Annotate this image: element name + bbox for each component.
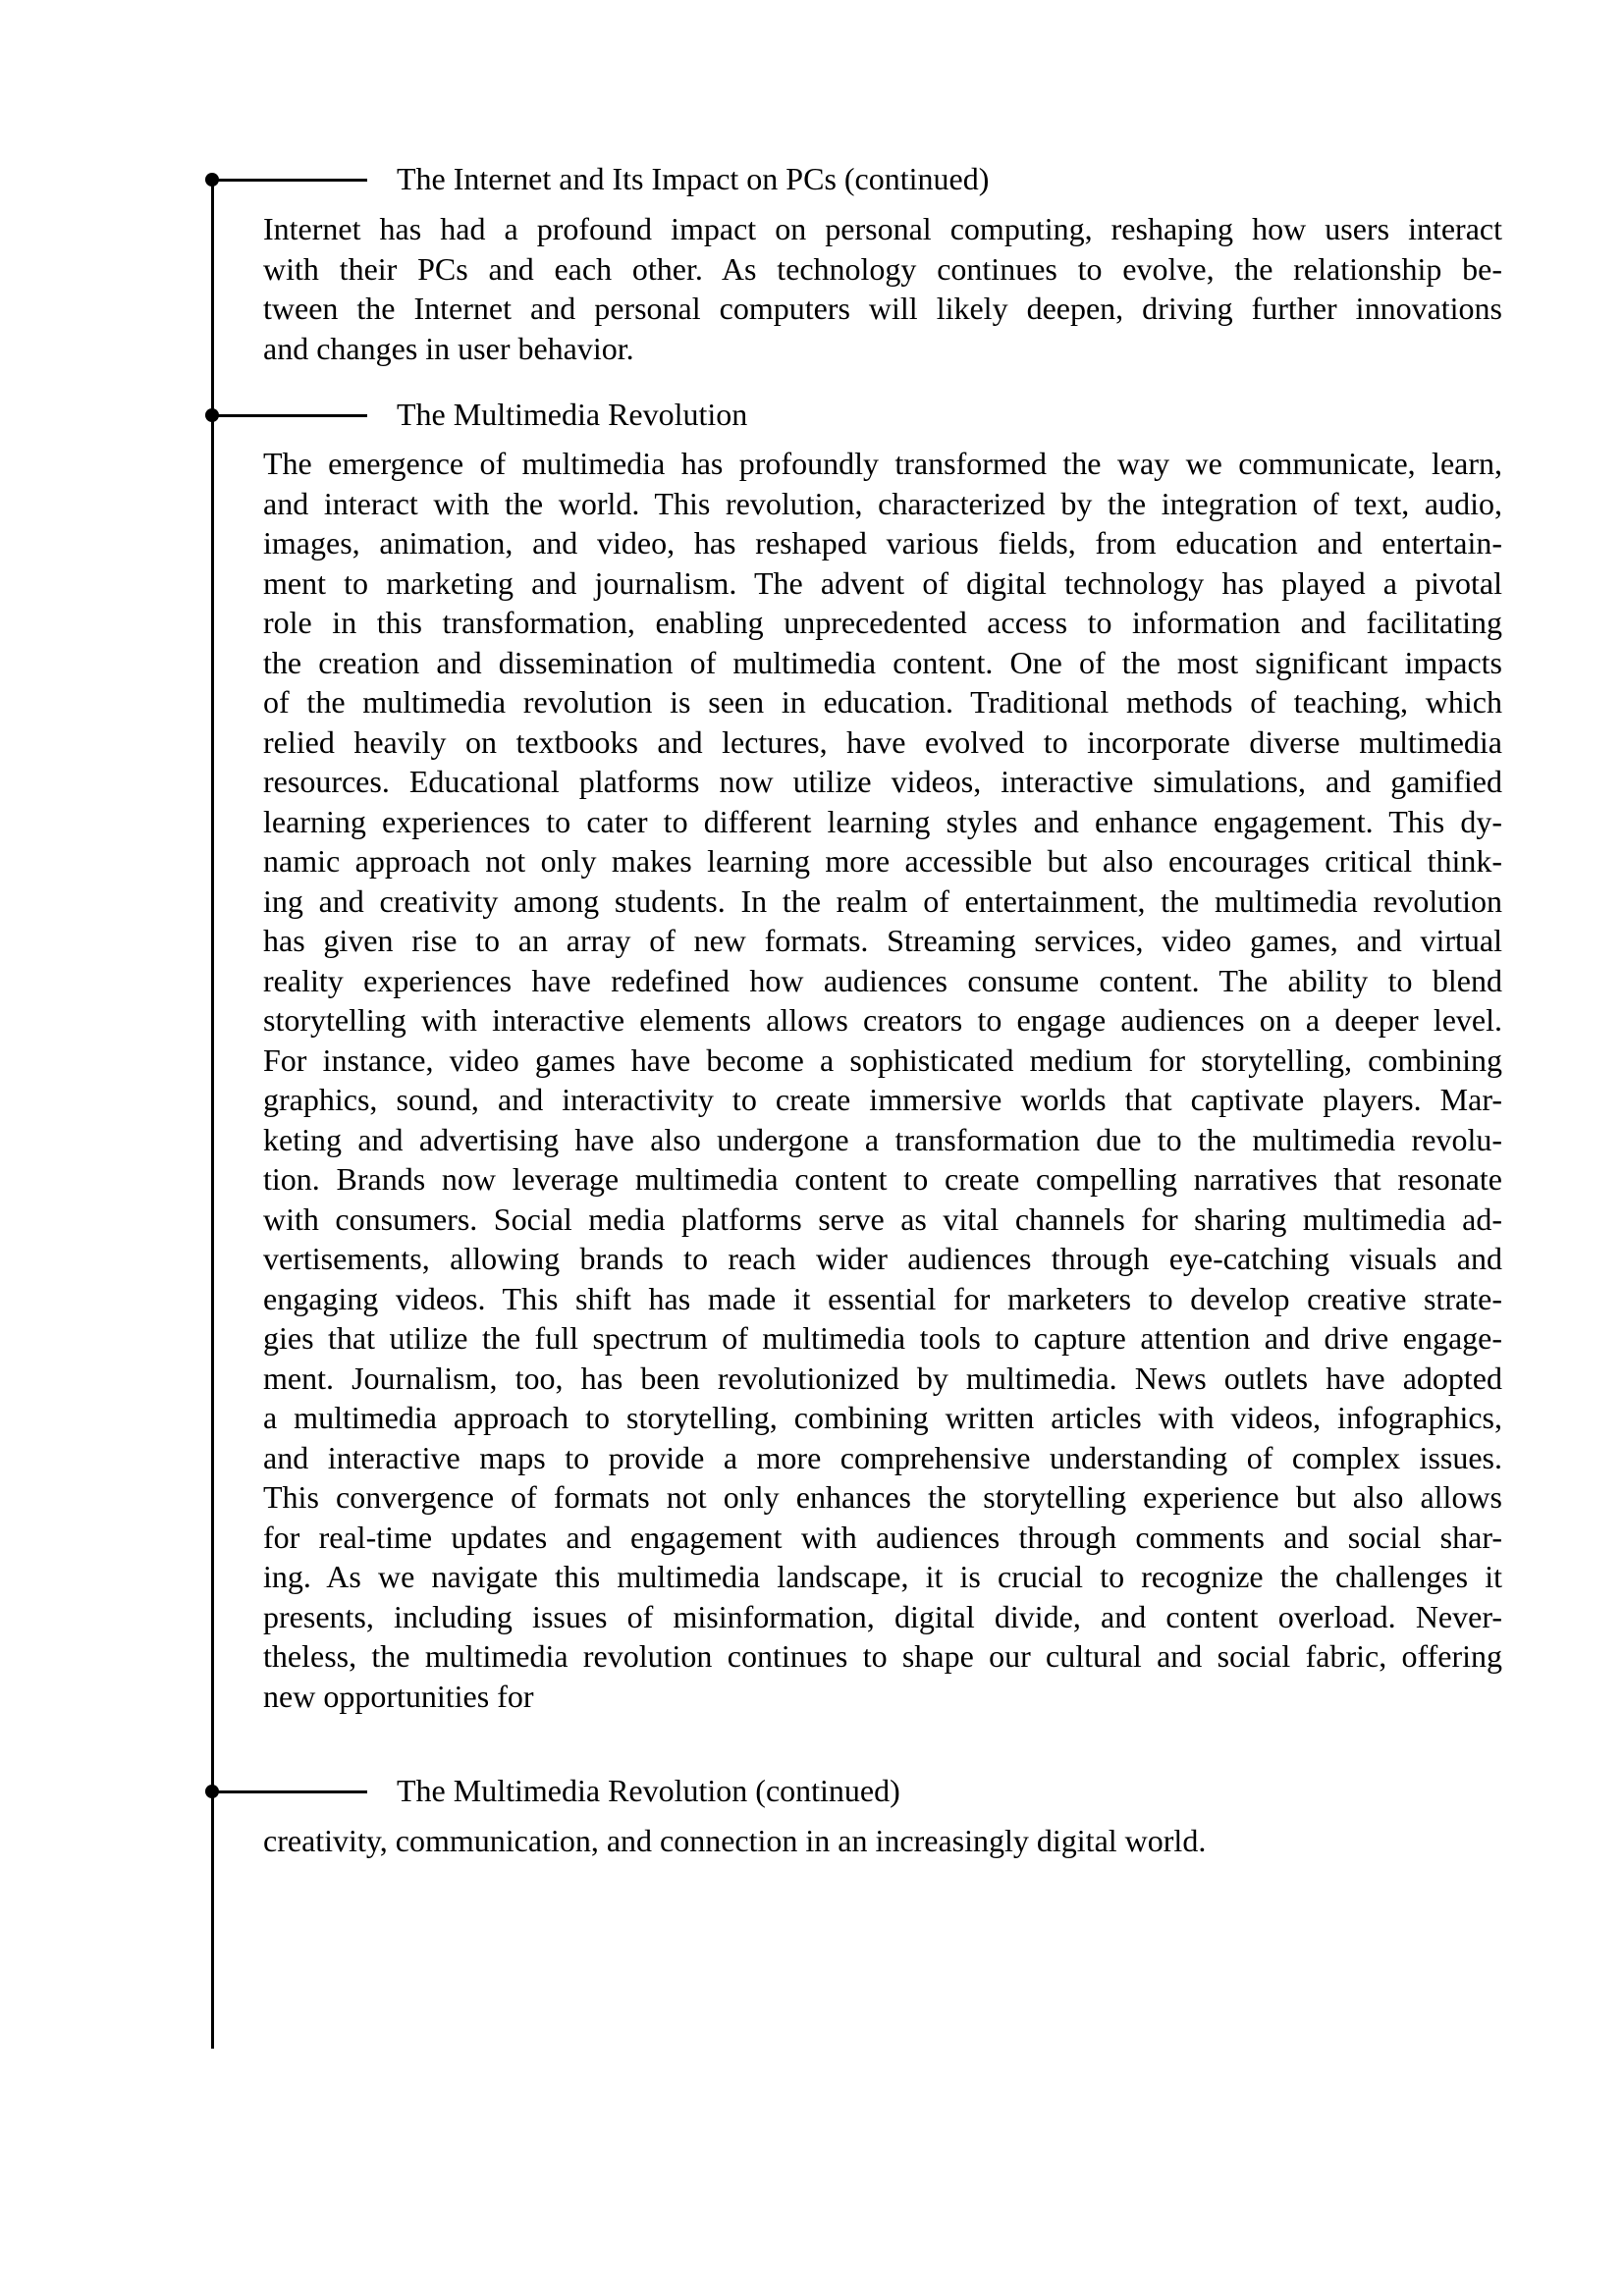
text-line: role in this transformation, enabling unprecedented access to information and facilitating bbox=[263, 605, 1502, 640]
text-line: new opportunities for bbox=[263, 1678, 534, 1714]
section-body bbox=[263, 444, 1502, 1716]
text-line: tion. Brands now leverage multimedia content to create compelling narratives that resonate bbox=[263, 1161, 1502, 1197]
text-line: Internet has had a profound impact on personal computing, reshaping how users interact bbox=[263, 211, 1502, 246]
text-line: theless, the multimedia revolution continues to shape our cultural and social fabric, offering bbox=[263, 1638, 1502, 1674]
text-line: This convergence of formats not only enhances the storytelling experience but also allows bbox=[263, 1479, 1502, 1515]
section-title: The Internet and Its Impact on PCs (continued) bbox=[397, 161, 990, 196]
text-line: For instance, video games have become a sophisticated medium for storytelling, combining bbox=[263, 1041, 1502, 1078]
text-line: and interact with the world. This revolution, characterized by the integration of text, audio, bbox=[263, 485, 1502, 521]
text-line: of the multimedia revolution is seen in education. Traditional methods of teaching, which bbox=[263, 684, 1502, 720]
text-line: creativity, communication, and connection in an increasingly digital world. bbox=[263, 1823, 1207, 1858]
text-line: ing. As we navigate this multimedia landscape, it is crucial to recognize the challenges it bbox=[263, 1559, 1502, 1594]
text-line: reality experiences have redefined how audiences consume content. The ability to blend bbox=[263, 962, 1502, 998]
section-body bbox=[263, 209, 1502, 368]
timeline-line bbox=[211, 180, 214, 2049]
text-line: has given rise to an array of new formats. Streaming services, video games, and virtual bbox=[263, 923, 1502, 958]
timeline-marker-tick bbox=[212, 1790, 367, 1793]
text-line: the creation and dissemination of multimedia content. One of the most significant impacts bbox=[263, 644, 1502, 680]
text-line: graphics, sound, and interactivity to create immersive worlds that captivate players. Mar- bbox=[263, 1082, 1502, 1117]
text-line: engaging videos. This shift has made it essential for marketers to develop creative strate- bbox=[263, 1280, 1502, 1316]
timeline-marker-tick bbox=[212, 179, 367, 182]
text-line: gies that utilize the full spectrum of multimedia tools to capture attention and drive engage- bbox=[263, 1320, 1502, 1356]
text-line: tween the Internet and personal computers will likely deepen, driving further innovations bbox=[263, 291, 1502, 326]
text-line: ment. Journalism, too, has been revolutionized by multimedia. News outlets have adopted bbox=[263, 1360, 1502, 1396]
text-line: with their PCs and each other. As technology continues to evolve, the relationship be- bbox=[263, 250, 1502, 287]
text-line: a multimedia approach to storytelling, combining written articles with videos, infographics, bbox=[263, 1400, 1502, 1435]
text-line: and changes in user behavior. bbox=[263, 330, 634, 366]
text-line: with consumers. Social media platforms serve as vital channels for sharing multimedia ad- bbox=[263, 1201, 1502, 1237]
text-line: storytelling with interactive elements allows creators to engage audiences on a deeper level. bbox=[263, 1002, 1502, 1038]
text-line: ing and creativity among students. In the realm of entertainment, the multimedia revolution bbox=[263, 882, 1502, 919]
text-line: presents, including issues of misinformation, digital divide, and content overload. Never- bbox=[263, 1598, 1502, 1634]
timeline-marker-tick bbox=[212, 414, 367, 417]
text-line: vertisements, allowing brands to reach wider audiences through eye-catching visuals and bbox=[263, 1241, 1502, 1276]
text-line: learning experiences to cater to different learning styles and enhance engagement. This dy- bbox=[263, 803, 1502, 839]
text-line: and interactive maps to provide a more comprehensive understanding of complex issues. bbox=[263, 1439, 1502, 1475]
text-line: namic approach not only makes learning more accessible but also encourages critical think- bbox=[263, 843, 1502, 879]
text-line: ment to marketing and journalism. The advent of digital technology has played a pivotal bbox=[263, 564, 1502, 601]
text-line: resources. Educational platforms now utilize videos, interactive simulations, and gamified bbox=[263, 764, 1502, 799]
text-line: The emergence of multimedia has profoundly transformed the way we communicate, learn, bbox=[263, 446, 1502, 481]
section-title: The Multimedia Revolution bbox=[397, 397, 748, 432]
text-line: for real-time updates and engagement with audiences through comments and social shar- bbox=[263, 1519, 1502, 1555]
text-line: images, animation, and video, has reshaped various fields, from education and entertain- bbox=[263, 525, 1502, 561]
section-body bbox=[263, 1821, 1502, 1861]
section-title: The Multimedia Revolution (continued) bbox=[397, 1773, 900, 1808]
text-line: relied heavily on textbooks and lectures, have evolved to incorporate diverse multimedia bbox=[263, 723, 1502, 760]
text-line: keting and advertising have also undergone a transformation due to the multimedia revolu- bbox=[263, 1121, 1502, 1157]
